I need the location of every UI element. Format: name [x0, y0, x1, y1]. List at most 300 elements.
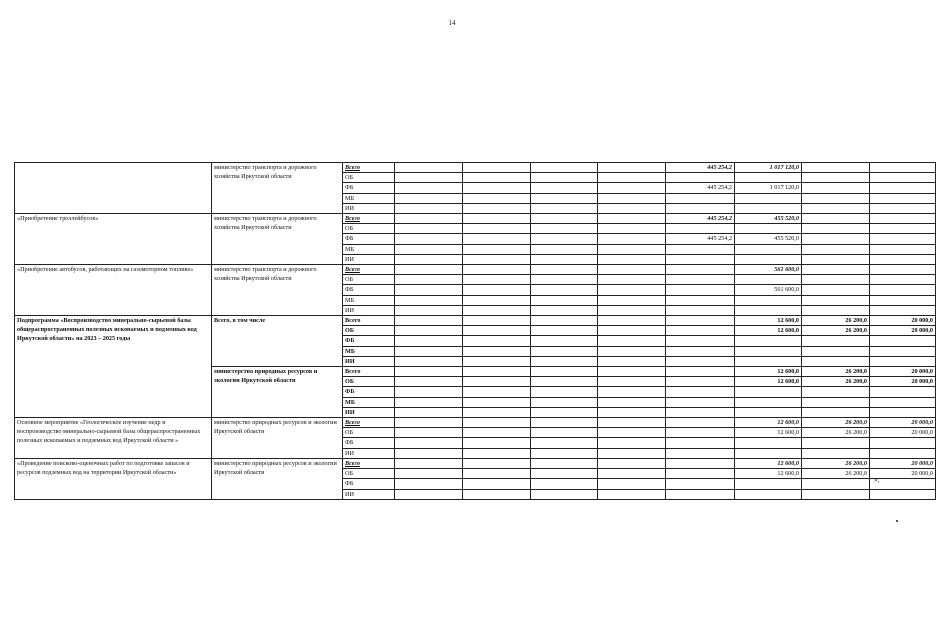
source-cell: МБ	[343, 244, 395, 254]
value-cell	[735, 295, 802, 305]
source-cell: МБ	[343, 397, 395, 407]
value-cell	[531, 336, 598, 346]
value-cell	[802, 438, 870, 448]
value-cell: 20 000,0	[870, 377, 936, 387]
value-cell	[735, 254, 802, 264]
event-name-cell: Основное мероприятие «Геологическое изучение недр и воспроизводство минерально-сырьевой базы общераспространенных полезных ископаемых и подземных вод Иркутской области »	[15, 418, 212, 459]
value-cell	[870, 407, 936, 417]
value-cell	[666, 224, 735, 234]
value-cell	[666, 489, 735, 499]
table-row	[15, 163, 936, 173]
value-cell	[598, 163, 666, 173]
subprogram-name-cell: Подпрограмма «Воспроизводство минерально-сырьевой базы общераспространенных полезных ископаемых и подземных вод Иркутской области» на 2023 – 2025 годы	[15, 316, 212, 418]
value-cell	[463, 418, 531, 428]
value-cell	[802, 336, 870, 346]
table-row	[15, 418, 936, 428]
value-cell	[463, 458, 531, 468]
value-cell	[395, 285, 463, 295]
value-cell: 26 200,0	[802, 469, 870, 479]
value-cell	[463, 265, 531, 275]
value-cell: 455 520,0	[735, 214, 802, 224]
value-cell	[598, 316, 666, 326]
value-cell	[870, 346, 936, 356]
value-cell: 20 000,0	[870, 326, 936, 336]
value-cell	[666, 438, 735, 448]
source-cell: ИИ	[343, 356, 395, 366]
value-cell	[395, 407, 463, 417]
value-cell	[598, 336, 666, 346]
value-cell	[463, 305, 531, 315]
value-cell	[463, 428, 531, 438]
value-cell	[531, 316, 598, 326]
value-cell	[531, 234, 598, 244]
value-cell	[870, 193, 936, 203]
value-cell	[531, 469, 598, 479]
value-cell	[463, 173, 531, 183]
value-cell: 1 017 120,0	[735, 183, 802, 193]
value-cell	[870, 489, 936, 499]
value-cell	[802, 295, 870, 305]
value-cell	[395, 397, 463, 407]
value-cell	[463, 326, 531, 336]
value-cell	[463, 203, 531, 213]
value-cell	[463, 407, 531, 417]
value-cell	[531, 428, 598, 438]
value-cell	[735, 387, 802, 397]
value-cell	[802, 356, 870, 366]
value-cell	[598, 275, 666, 285]
value-cell	[395, 265, 463, 275]
value-cell	[598, 458, 666, 468]
value-cell	[802, 489, 870, 499]
value-cell: 26 200,0	[802, 367, 870, 377]
value-cell: 12 600,0	[735, 469, 802, 479]
source-cell: ИИ	[343, 203, 395, 213]
value-cell	[802, 183, 870, 193]
value-cell	[735, 356, 802, 366]
value-cell	[666, 448, 735, 458]
value-cell	[735, 336, 802, 346]
value-cell	[463, 469, 531, 479]
value-cell	[463, 193, 531, 203]
value-cell	[395, 448, 463, 458]
value-cell	[531, 193, 598, 203]
value-cell: 445 254,2	[666, 234, 735, 244]
value-cell	[531, 254, 598, 264]
source-cell: ОБ	[343, 173, 395, 183]
value-cell	[395, 173, 463, 183]
value-cell	[531, 295, 598, 305]
value-cell	[598, 295, 666, 305]
value-cell	[802, 479, 870, 489]
value-cell	[598, 356, 666, 366]
value-cell	[598, 407, 666, 417]
source-cell: ОБ	[343, 469, 395, 479]
source-cell: ИИ	[343, 254, 395, 264]
value-cell	[395, 244, 463, 254]
value-cell	[870, 275, 936, 285]
value-cell	[870, 183, 936, 193]
executor-cell: министерство транспорта и дорожного хозяйства Иркутской области	[212, 265, 343, 316]
value-cell	[531, 203, 598, 213]
value-cell	[870, 163, 936, 173]
value-cell	[870, 224, 936, 234]
page-number: 14	[448, 19, 456, 27]
value-cell	[802, 203, 870, 213]
value-cell	[395, 295, 463, 305]
value-cell	[666, 387, 735, 397]
value-cell	[531, 346, 598, 356]
value-cell	[463, 163, 531, 173]
value-cell	[463, 356, 531, 366]
value-cell	[395, 183, 463, 193]
value-cell	[735, 203, 802, 213]
value-cell	[666, 479, 735, 489]
value-cell	[598, 234, 666, 244]
value-cell	[463, 234, 531, 244]
budget-table	[14, 162, 936, 500]
value-cell	[531, 214, 598, 224]
value-cell	[598, 367, 666, 377]
value-cell: 455 520,0	[735, 234, 802, 244]
value-cell	[598, 397, 666, 407]
value-cell	[531, 438, 598, 448]
value-cell	[802, 234, 870, 244]
value-cell: 12 600,0	[735, 316, 802, 326]
source-cell: ИИ	[343, 489, 395, 499]
source-cell: Всего	[343, 458, 395, 468]
value-cell	[395, 356, 463, 366]
value-cell	[531, 418, 598, 428]
source-cell: ФБ	[343, 234, 395, 244]
value-cell	[598, 203, 666, 213]
source-cell: ФБ	[343, 336, 395, 346]
value-cell	[802, 254, 870, 264]
value-cell	[598, 214, 666, 224]
value-cell: 20 000,0	[870, 458, 936, 468]
value-cell	[870, 387, 936, 397]
value-cell	[463, 214, 531, 224]
value-cell	[395, 224, 463, 234]
value-cell	[598, 448, 666, 458]
event-name-cell	[15, 163, 212, 214]
value-cell	[735, 193, 802, 203]
source-cell: Всего	[343, 418, 395, 428]
value-cell	[531, 173, 598, 183]
value-cell	[463, 336, 531, 346]
value-cell	[666, 173, 735, 183]
value-cell	[666, 377, 735, 387]
value-cell	[802, 214, 870, 224]
value-cell	[666, 203, 735, 213]
source-cell: Всего	[343, 316, 395, 326]
value-cell	[802, 163, 870, 173]
value-cell	[395, 214, 463, 224]
value-cell	[395, 305, 463, 315]
source-cell: ОБ	[343, 326, 395, 336]
value-cell	[395, 346, 463, 356]
value-cell	[463, 438, 531, 448]
value-cell	[531, 377, 598, 387]
value-cell	[802, 397, 870, 407]
value-cell	[598, 438, 666, 448]
value-cell	[598, 428, 666, 438]
value-cell: 12 600,0	[735, 428, 802, 438]
value-cell	[735, 489, 802, 499]
source-cell: МБ	[343, 295, 395, 305]
value-cell	[598, 265, 666, 275]
value-cell	[666, 367, 735, 377]
table-row	[15, 316, 936, 326]
value-cell	[735, 275, 802, 285]
value-cell	[666, 326, 735, 336]
value-cell	[666, 407, 735, 417]
value-cell	[531, 479, 598, 489]
value-cell: 26 200,0	[802, 377, 870, 387]
value-cell	[666, 244, 735, 254]
value-cell	[463, 183, 531, 193]
value-cell	[395, 418, 463, 428]
source-cell: ИИ	[343, 448, 395, 458]
value-cell	[598, 387, 666, 397]
value-cell: 1 017 120,0	[735, 163, 802, 173]
value-cell	[735, 173, 802, 183]
value-cell	[395, 234, 463, 244]
value-cell	[395, 326, 463, 336]
value-cell	[666, 428, 735, 438]
value-cell	[666, 418, 735, 428]
value-cell	[666, 254, 735, 264]
closing-quote-mark: »;	[874, 476, 880, 484]
value-cell	[531, 397, 598, 407]
value-cell: 26 200,0	[802, 428, 870, 438]
value-cell	[395, 387, 463, 397]
value-cell	[395, 367, 463, 377]
value-cell	[463, 489, 531, 499]
value-cell	[463, 254, 531, 264]
value-cell: 12 600,0	[735, 377, 802, 387]
value-cell	[598, 479, 666, 489]
value-cell	[802, 244, 870, 254]
value-cell	[531, 387, 598, 397]
value-cell	[395, 458, 463, 468]
value-cell	[463, 448, 531, 458]
value-cell	[666, 397, 735, 407]
value-cell	[598, 285, 666, 295]
value-cell	[531, 163, 598, 173]
table-row	[15, 458, 936, 468]
value-cell	[598, 489, 666, 499]
value-cell	[531, 489, 598, 499]
value-cell	[735, 305, 802, 315]
value-cell	[463, 346, 531, 356]
value-cell	[598, 183, 666, 193]
value-cell: 20 000,0	[870, 316, 936, 326]
value-cell	[666, 285, 735, 295]
value-cell	[735, 346, 802, 356]
value-cell	[666, 275, 735, 285]
value-cell	[395, 193, 463, 203]
source-cell: ФБ	[343, 285, 395, 295]
executor-cell: министерство транспорта и дорожного хозяйства Иркутской области	[212, 163, 343, 214]
value-cell	[870, 234, 936, 244]
value-cell	[395, 203, 463, 213]
value-cell: 26 200,0	[802, 458, 870, 468]
value-cell: 12 600,0	[735, 418, 802, 428]
source-cell: ФБ	[343, 479, 395, 489]
value-cell	[395, 377, 463, 387]
value-cell	[666, 336, 735, 346]
value-cell	[531, 356, 598, 366]
value-cell	[598, 254, 666, 264]
source-cell: ОБ	[343, 377, 395, 387]
value-cell	[531, 448, 598, 458]
value-cell	[463, 367, 531, 377]
value-cell	[802, 173, 870, 183]
value-cell	[463, 295, 531, 305]
value-cell	[666, 356, 735, 366]
value-cell: 445 254,2	[666, 214, 735, 224]
source-cell: ОБ	[343, 224, 395, 234]
value-cell	[598, 346, 666, 356]
value-cell	[870, 438, 936, 448]
scan-speck	[896, 520, 898, 522]
executor-cell: министерство природных ресурсов и экологии Иркутской области	[212, 458, 343, 499]
value-cell	[666, 458, 735, 468]
value-cell	[463, 224, 531, 234]
value-cell	[666, 316, 735, 326]
value-cell	[598, 326, 666, 336]
value-cell	[598, 469, 666, 479]
value-cell	[395, 316, 463, 326]
source-cell: МБ	[343, 193, 395, 203]
event-name-cell: «Приобретение троллейбусов»	[15, 214, 212, 265]
value-cell	[395, 275, 463, 285]
value-cell	[666, 305, 735, 315]
value-cell	[870, 448, 936, 458]
value-cell: 20 000,0	[870, 469, 936, 479]
executor-cell: Всего, в том числе	[212, 316, 343, 367]
value-cell	[395, 428, 463, 438]
value-cell	[666, 265, 735, 275]
value-cell	[802, 346, 870, 356]
value-cell: 20 000,0	[870, 428, 936, 438]
value-cell: 561 600,0	[735, 265, 802, 275]
value-cell: 26 200,0	[802, 418, 870, 428]
value-cell	[870, 214, 936, 224]
value-cell	[395, 163, 463, 173]
value-cell	[735, 397, 802, 407]
value-cell: 26 200,0	[802, 326, 870, 336]
value-cell	[598, 305, 666, 315]
source-cell: ФБ	[343, 387, 395, 397]
value-cell	[666, 346, 735, 356]
value-cell	[531, 183, 598, 193]
value-cell	[463, 377, 531, 387]
value-cell	[531, 224, 598, 234]
value-cell	[531, 275, 598, 285]
value-cell: 20 000,0	[870, 418, 936, 428]
value-cell	[870, 397, 936, 407]
value-cell	[735, 479, 802, 489]
value-cell: 12 600,0	[735, 326, 802, 336]
value-cell	[870, 203, 936, 213]
value-cell	[870, 295, 936, 305]
value-cell	[802, 285, 870, 295]
value-cell	[802, 448, 870, 458]
value-cell	[531, 458, 598, 468]
value-cell	[531, 244, 598, 254]
event-name-cell: «Приобретение автобусов, работающих на газомоторном топливе»	[15, 265, 212, 316]
value-cell	[598, 193, 666, 203]
value-cell	[531, 285, 598, 295]
value-cell	[802, 265, 870, 275]
executor-cell: министерство транспорта и дорожного хозяйства Иркутской области	[212, 214, 343, 265]
value-cell: 445 254,2	[666, 163, 735, 173]
value-cell	[395, 489, 463, 499]
value-cell	[735, 448, 802, 458]
value-cell	[463, 316, 531, 326]
value-cell	[463, 285, 531, 295]
value-cell	[802, 387, 870, 397]
table-row	[15, 265, 936, 275]
value-cell	[666, 469, 735, 479]
value-cell	[598, 418, 666, 428]
value-cell	[395, 469, 463, 479]
source-cell: Всего	[343, 163, 395, 173]
value-cell	[870, 305, 936, 315]
value-cell	[463, 397, 531, 407]
source-cell: Всего	[343, 265, 395, 275]
value-cell	[735, 244, 802, 254]
source-cell: Всего	[343, 367, 395, 377]
value-cell	[870, 285, 936, 295]
source-cell: ИИ	[343, 305, 395, 315]
value-cell	[531, 407, 598, 417]
value-cell	[395, 254, 463, 264]
value-cell	[802, 305, 870, 315]
value-cell	[870, 173, 936, 183]
value-cell	[870, 265, 936, 275]
source-cell: ОБ	[343, 275, 395, 285]
value-cell	[870, 336, 936, 346]
value-cell	[395, 336, 463, 346]
value-cell	[531, 367, 598, 377]
table-row	[15, 214, 936, 224]
value-cell: 561 600,0	[735, 285, 802, 295]
value-cell	[802, 193, 870, 203]
source-cell: ФБ	[343, 438, 395, 448]
value-cell	[463, 479, 531, 489]
value-cell	[395, 479, 463, 489]
source-cell: Всего	[343, 214, 395, 224]
value-cell	[870, 244, 936, 254]
value-cell	[463, 387, 531, 397]
value-cell: 20 000,0	[870, 367, 936, 377]
value-cell	[463, 275, 531, 285]
source-cell: МБ	[343, 346, 395, 356]
value-cell	[735, 407, 802, 417]
value-cell	[531, 305, 598, 315]
value-cell	[735, 224, 802, 234]
value-cell	[598, 173, 666, 183]
executor-cell: министерство природных ресурсов и экологии Иркутской области	[212, 367, 343, 418]
source-cell: ИИ	[343, 407, 395, 417]
value-cell	[666, 295, 735, 305]
value-cell: 12 600,0	[735, 458, 802, 468]
value-cell	[802, 407, 870, 417]
value-cell	[598, 224, 666, 234]
